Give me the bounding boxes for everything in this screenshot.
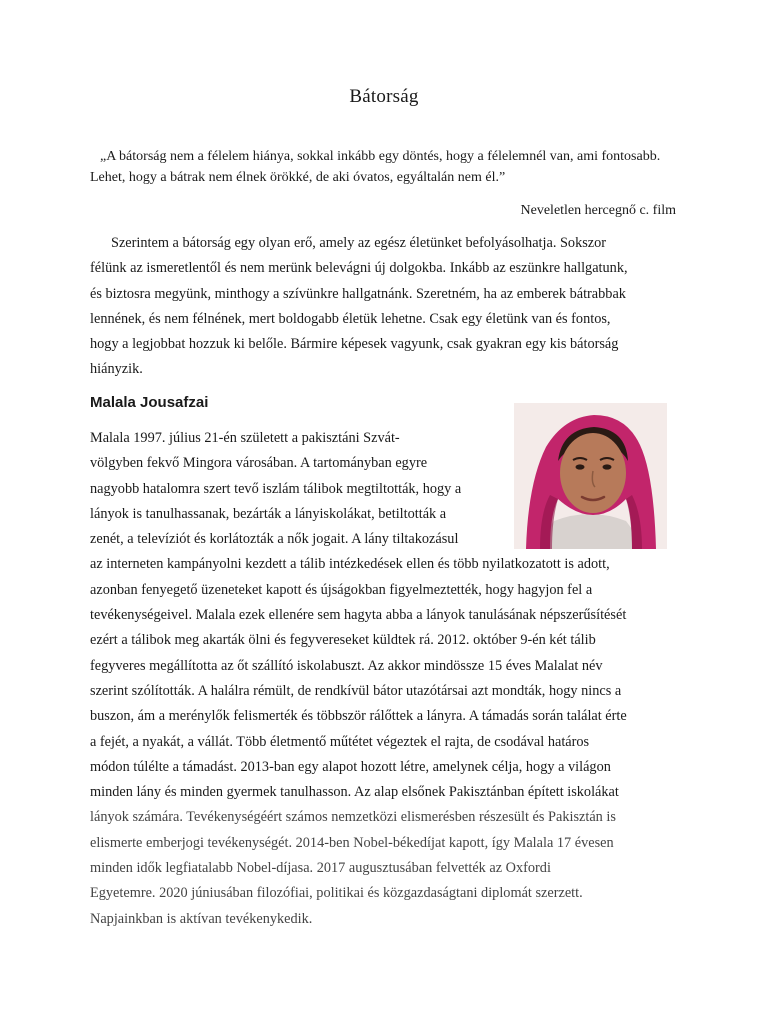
body-line: azonban fenyegető üzeneteket kapott és újságokban figyelmeztették, hogy hagyjon fel a <box>90 581 593 598</box>
intro-line: hiányzik. <box>90 361 143 378</box>
body-line: módon túlélte a támadást. 2013-ban egy alapot hozott létre, amelynek célja, hogy a világon <box>90 758 611 775</box>
portrait-illustration <box>514 403 667 549</box>
body-line: nagyobb hatalomra szert tevő iszlám tálibok megtiltották, hogy a <box>90 480 462 497</box>
body-line: fegyveres megállította az őt szállító iskolabuszt. Az akkor mindössze 15 éves Malalat név <box>90 657 603 674</box>
body-line: minden lány és minden gyermek tanulhasson. Az alap elsőnek Pakisztánban épített iskolákat <box>90 784 619 801</box>
body-line: szerint szólították. A halálra rémült, de rendkívül bátor utazótársai azt mondták, hogy nincs a <box>90 682 622 699</box>
section-heading: Malala Jousafzai <box>90 394 209 411</box>
quote-line-1: „A bátorság nem a félelem hiánya, sokkal inkább egy döntés, hogy a félelemnél van, ami fontosabb. <box>100 149 661 164</box>
body-line: zenét, a televíziót és korlátozták a nők jogait. A lány tiltakozásul <box>90 531 459 548</box>
portrait-photo <box>514 403 667 549</box>
quote-source: Neveletlen hercegnő c. film <box>520 203 676 218</box>
body-line: tevékenységeivel. Malala ezek ellenére sem hagyta abba a lányok tanulásának népszerűsítését <box>90 607 627 624</box>
quote-line-2: Lehet, hogy a bátrak nem élnek örökké, de aki óvatos, egyáltalán nem él.” <box>90 170 506 185</box>
body-line: lányok számára. Tevékenységéért számos nemzetközi elismerésben részesült és Pakisztán is <box>90 809 616 826</box>
intro-line: lennének, és nem félnének, mert boldogabb életük lehetne. Csak egy életünk van és fontos, <box>90 310 611 327</box>
intro-line: Szerintem a bátorság egy olyan erő, amely az egész életünket befolyásolhatja. Sokszor <box>111 235 607 251</box>
body-line: ezért a tálibok meg akarták ölni és fegyvereseket küldtek rá. 2012. október 9-én két tálib <box>90 632 596 649</box>
document-title: Bátorság <box>349 86 419 107</box>
body-line: Egyetemre. 2020 júniusában filozófiai, politikai és közgazdaságtani diplomát szerzett. <box>90 885 583 902</box>
intro-line: hogy a legjobbat hozzuk ki belőle. Bármire képesek vagyunk, csak gyakran egy kis bátorság <box>90 336 619 353</box>
body-line: Napjainkban is aktívan tevékenykedik. <box>90 910 313 927</box>
body-line: az interneten kampányolni kezdett a tálib intézkedések ellen és több nyilatkozatott is adott, <box>90 556 610 573</box>
intro-line: félünk az ismeretlentől és nem merünk belevágni új dolgokba. Inkább az eszünkre hallgatunk, <box>90 260 628 277</box>
body-line: minden idők legfiatalabb Nobel-díjasa. 2017 augusztusában felvették az Oxfordi <box>90 860 551 877</box>
intro-line: és biztosra megyünk, minthogy a szívünkre hallgatnánk. Szeretném, ha az emberek bátrabbak <box>90 285 626 302</box>
body-line: buszon, ám a merénylők felismerték és többször rálőttek a lányra. A támadás során találat érte <box>90 708 627 725</box>
body-line: völgyben fekvő Mingora városában. A tartományban egyre <box>90 455 428 472</box>
intro-paragraph <box>90 231 680 383</box>
body-line: lányok is tanulhassanak, bezárták a lányiskolákat, betiltották a <box>90 505 447 522</box>
body-line: elismerte emberjogi tevékenységét. 2014-ben Nobel-békedíjat kapott, így Malala 17 évesen <box>90 834 614 851</box>
body-line: Malala 1997. július 21-én született a pakisztáni Szvát- <box>90 430 400 446</box>
quote-block <box>90 146 680 188</box>
body-line: a fejét, a nyakát, a vállát. Több életmentő műtétet végeztek el rajta, de csodával határos <box>90 733 590 750</box>
